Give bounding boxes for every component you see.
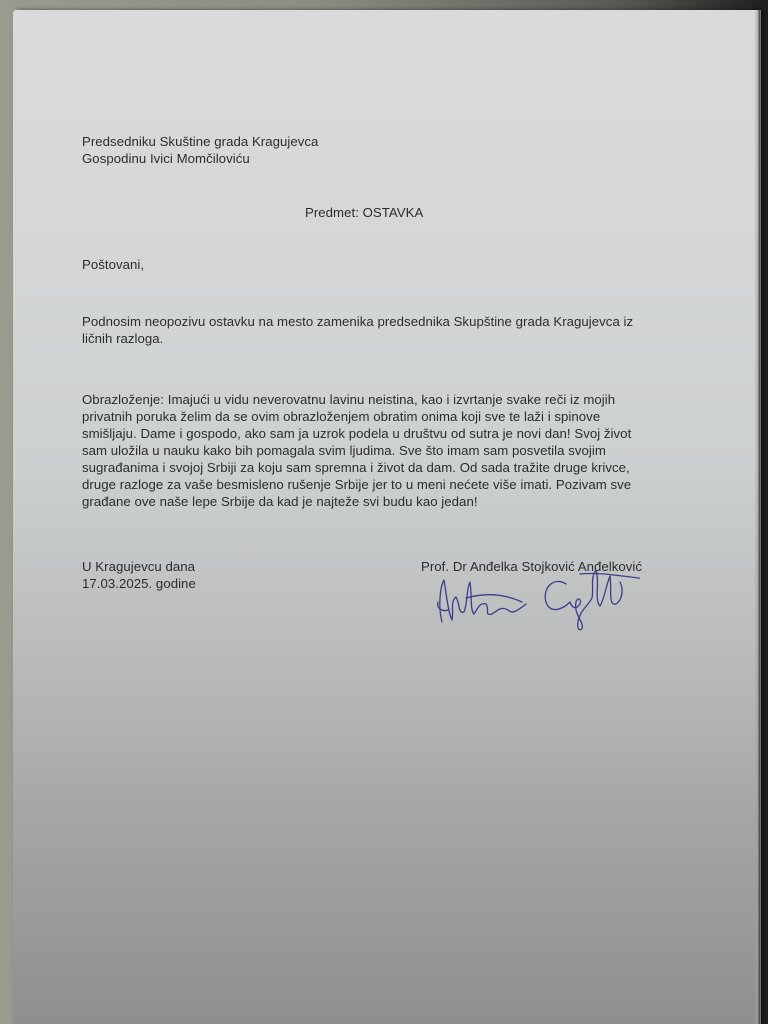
signatory-name: Prof. Dr Anđelka Stojković Anđelković [421, 559, 643, 574]
paragraph-line: građane ove naše lepe Srbije da kad je najteže svi budu kao jedan! [82, 494, 478, 509]
place-date-block [82, 558, 196, 592]
addressee-line-2: Gospodinu Ivici Momčiloviću [82, 151, 250, 166]
paragraph-line: Obrazloženje: Imajući u vidu neverovatnu lavinu neistina, kao i izvrtanje svake reči iz mojih [82, 392, 616, 407]
salutation: Poštovani, [82, 257, 145, 272]
paragraph-line: privatnih poruka želim da se ovim obrazloženjem obratim onima koji sve te laži i spinove [82, 409, 601, 424]
paragraph-line: Podnosim neopozivu ostavku na mesto zamenika predsednika Skupštine grada Kragujevca iz [82, 314, 634, 329]
paragraph-line: sugrađanima i svojoj Srbiji za koju sam spremna i život da dam. Od sada tražite druge krivce, [82, 460, 630, 475]
date-line: 17.03.2025. godine [82, 576, 196, 591]
paper-edge-shadow [754, 10, 760, 1024]
paragraph-resignation [82, 313, 633, 347]
paragraph-explanation [82, 391, 631, 510]
addressee-block [82, 133, 318, 167]
addressee-line-1: Predsedniku Skuštine grada Kragujevca [82, 134, 319, 149]
subject-line: Predmet: OSTAVKA [305, 205, 424, 220]
paragraph-line: sam uložila u nauku kako bih pomagala svim ljudima. Sve što imam sam posvetila svojim [82, 443, 606, 458]
paragraph-line: smišljaju. Dame i gospodo, ako sam ja uzrok podela u društvu od sutra je novi dan! Svoj život [82, 426, 632, 441]
place-line: U Kragujevcu dana [82, 559, 196, 574]
handwritten-signature-icon [430, 562, 640, 637]
paragraph-line: druge razloge za vaše besmisleno rušenje Srbije jer to u meni nećete više imati. Pozivam sve [82, 477, 632, 492]
paragraph-line: ličnih razloga. [82, 331, 164, 346]
